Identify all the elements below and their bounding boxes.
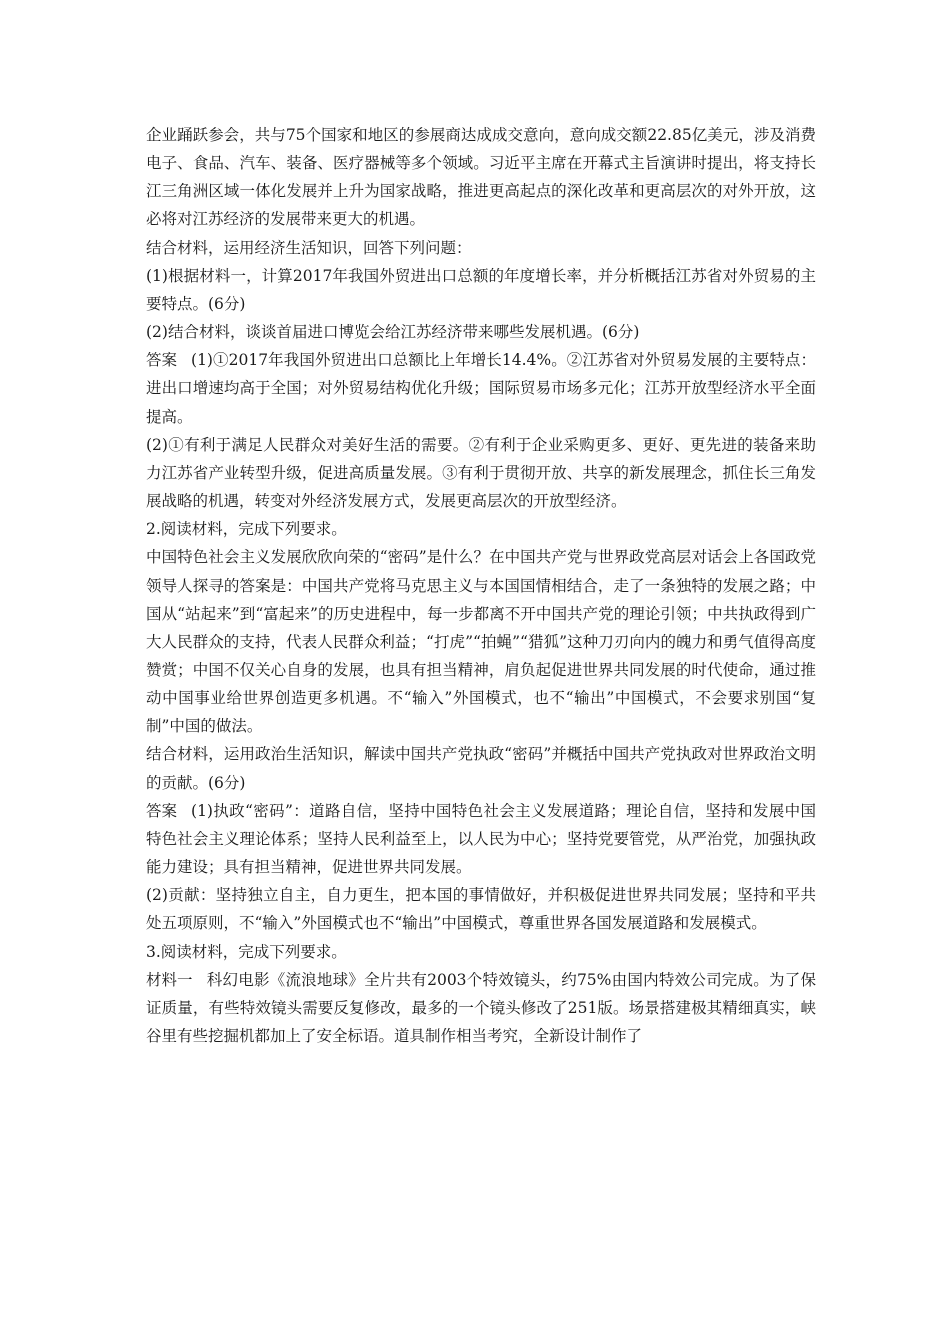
answer-1-part-1-text: (1)①2017年我国外贸进出口总额比上年增长14.4%。②江苏省对外贸易发展的主要特点：进出口增速均高于全国；对外贸易结构优化升级；国际贸易市场多元化；江苏开放型经济水平全面提高。 [146,351,816,426]
answer-2-part-1 [146,797,816,881]
question-2-instruction: 结合材料，运用政治生活知识，解读中国共产党执政“密码”并概括中国共产党执政对世界政治文明的贡献。(6分) [146,745,816,792]
document-page [146,121,816,1050]
material-continuation-paragraph: 企业踊跃参会，共与75个国家和地区的参展商达成成交意向，意向成交额22.85亿美元，涉及消费电子、食品、汽车、装备、医疗器械等多个领域。习近平主席在开幕式主旨演讲时提出，将支持长江三角洲区域一体化发展并上升为国家战略，推进更高起点的深化改革和更高层次的对外开放，这必将对江苏经济的发展带来更大的机遇。 [146,126,816,229]
question-instruction: 结合材料，运用经济生活知识，回答下列问题： [146,238,472,257]
answer-1-part-1 [146,346,816,430]
answer-1-part-2: (2)①有利于满足人民群众对美好生活的需要。②有利于企业采购更多、更好、更先进的装备来助力江苏省产业转型升级，促进高质量发展。③有利于贯彻开放、共享的新发展理念，抓住长三角发展战略的机遇，转变对外经济发展方式，发展更高层次的开放型经济。 [146,435,816,511]
material-label: 材料一 [146,970,193,989]
question-2-material: 中国特色社会主义发展欣欣向荣的“密码”是什么？在中国共产党与世界政党高层对话会上各国政党领导人探寻的答案是：中国共产党将马克思主义与本国国情相结合，走了一条独特的发展之路；中国从“站起来”到“富起来”的历史进程中，每一步都离不开中国共产党的理论引领；中共执政得到广大人民群众的支持，代表人民群众利益；“打虎”“拍蝇”“猎狐”这种刀刃向内的魄力和勇气值得高度赞赏；中国不仅关心自身的发展，也具有担当精神，肩负起促进世界共同发展的时代使命，通过推动中国事业给世界创造更多机遇。不“输入”外国模式，也不“输出”中国模式，不会要求别国“复制”中国的做法。 [146,548,816,736]
answer-2-part-1-text: (1)执政“密码”：道路自信，坚持中国特色社会主义发展道路；理论自信，坚持和发展中国特色社会主义理论体系；坚持人民利益至上，以人民为中心；坚持党要管党，从严治党，加强执政能力建设；具有担当精神，促进世界共同发展。 [146,801,816,877]
question-1-2: (2)结合材料，谈谈首届进口博览会给江苏经济带来哪些发展机遇。(6分) [146,323,640,342]
answer-label: 答案 [146,801,178,820]
answer-2-part-2: (2)贡献：坚持独立自主，自力更生，把本国的事情做好，并积极促进世界共同发展；坚持和平共处五项原则，不“输入”外国模式也不“输出”中国模式，尊重世界各国发展道路和发展模式。 [146,886,816,933]
question-1-1: (1)根据材料一，计算2017年我国外贸进出口总额的年度增长率，并分析概括江苏省对外贸易的主要特点。(6分) [146,266,816,313]
question-3-material-1 [146,966,816,1050]
question-3-heading: 3.阅读材料，完成下列要求。 [146,942,347,961]
answer-label: 答案 [146,351,178,370]
material-1-text: 科幻电影《流浪地球》全片共有2003个特效镜头，约75%由国内特效公司完成。为了保证质量，有些特效镜头需要反复修改，最多的一个镜头修改了251版。场景搭建极其精细真实，峡谷里有些挖掘机都加上了安全标语。道具制作相当考究，全新设计制作了 [146,970,816,1045]
question-2-heading: 2.阅读材料，完成下列要求。 [146,520,347,539]
